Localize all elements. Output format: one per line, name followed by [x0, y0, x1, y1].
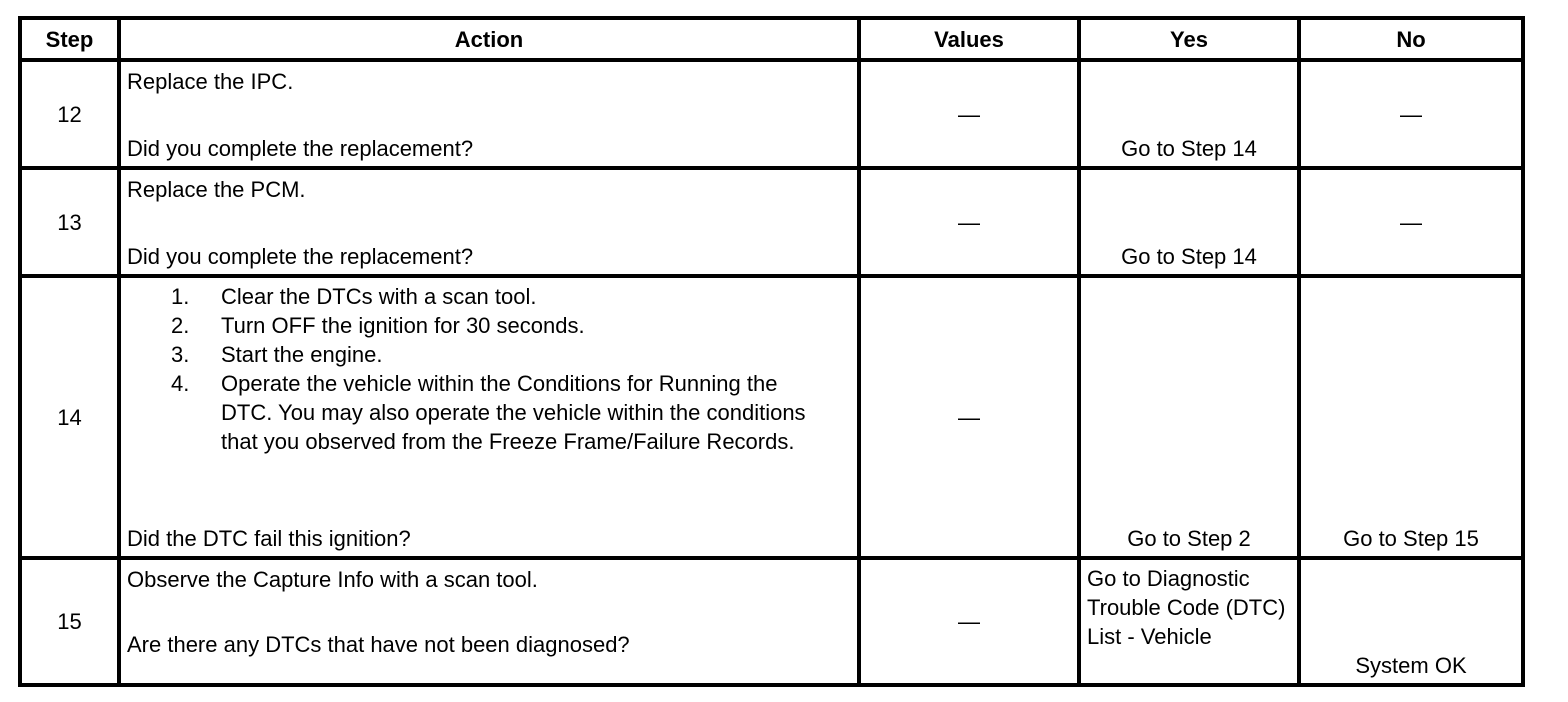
- list-item: [171, 369, 821, 456]
- list-item-number: 3.: [171, 342, 190, 367]
- list-item-number: 4.: [171, 371, 190, 396]
- header-step: Step: [20, 18, 119, 60]
- yes-link[interactable]: Go to Step 14: [1121, 244, 1257, 269]
- yes-cell: [1079, 168, 1299, 276]
- step-number: 14: [20, 276, 119, 558]
- header-yes: Yes: [1079, 18, 1299, 60]
- diagnostic-table: [18, 16, 1525, 687]
- values-cell: —: [859, 276, 1079, 558]
- header-action: Action: [119, 18, 859, 60]
- list-item: [171, 282, 771, 311]
- table-row: [20, 276, 1523, 558]
- action-question: Did you complete the replacement?: [127, 244, 474, 269]
- action-question: Are there any DTCs that have not been diagnosed?: [127, 632, 630, 657]
- step-number: 15: [20, 558, 119, 685]
- list-item: [171, 311, 771, 340]
- no-cell: [1299, 276, 1523, 558]
- header-no: No: [1299, 18, 1523, 60]
- table-row: [20, 60, 1523, 168]
- step-number: 13: [20, 168, 119, 276]
- action-cell: [119, 168, 859, 276]
- list-item-text: Operate the vehicle within the Conditions for Running the DTC. You may also operate the vehicle within the conditions that you observed from the Freeze Frame/Failure Records.: [221, 371, 806, 454]
- yes-cell: [1079, 276, 1299, 558]
- list-item-text: Start the engine.: [221, 342, 383, 367]
- no-link[interactable]: Go to Step 15: [1343, 526, 1479, 551]
- table-row: [20, 168, 1523, 276]
- yes-cell: [1079, 60, 1299, 168]
- values-cell: —: [859, 168, 1079, 276]
- yes-link[interactable]: Go to Diagnostic Trouble Code (DTC) List - Vehicle: [1087, 566, 1286, 649]
- list-item-text: Turn OFF the ignition for 30 seconds.: [221, 313, 585, 338]
- action-cell: [119, 60, 859, 168]
- values-cell: —: [859, 60, 1079, 168]
- no-cell: —: [1299, 168, 1523, 276]
- list-item: [171, 340, 771, 369]
- yes-link[interactable]: Go to Step 2: [1127, 526, 1251, 551]
- yes-cell: [1079, 558, 1299, 685]
- step-number: 12: [20, 60, 119, 168]
- list-item-number: 1.: [171, 284, 190, 309]
- action-question: Did the DTC fail this ignition?: [127, 526, 411, 551]
- no-result: System OK: [1355, 653, 1467, 678]
- no-cell: [1299, 558, 1523, 685]
- list-item-number: 2.: [171, 313, 190, 338]
- header-row: [20, 18, 1523, 60]
- action-cell: [119, 276, 859, 558]
- list-item-text: Clear the DTCs with a scan tool.: [221, 284, 537, 309]
- action-cell: [119, 558, 859, 685]
- no-cell: —: [1299, 60, 1523, 168]
- action-instruction: Observe the Capture Info with a scan tool.: [127, 567, 538, 592]
- action-instruction: Replace the PCM.: [127, 177, 306, 202]
- header-values: Values: [859, 18, 1079, 60]
- action-step-list: [171, 282, 806, 456]
- values-cell: —: [859, 558, 1079, 685]
- action-instruction: Replace the IPC.: [127, 69, 294, 94]
- table-row: [20, 558, 1523, 685]
- action-question: Did you complete the replacement?: [127, 136, 474, 161]
- yes-link[interactable]: Go to Step 14: [1121, 136, 1257, 161]
